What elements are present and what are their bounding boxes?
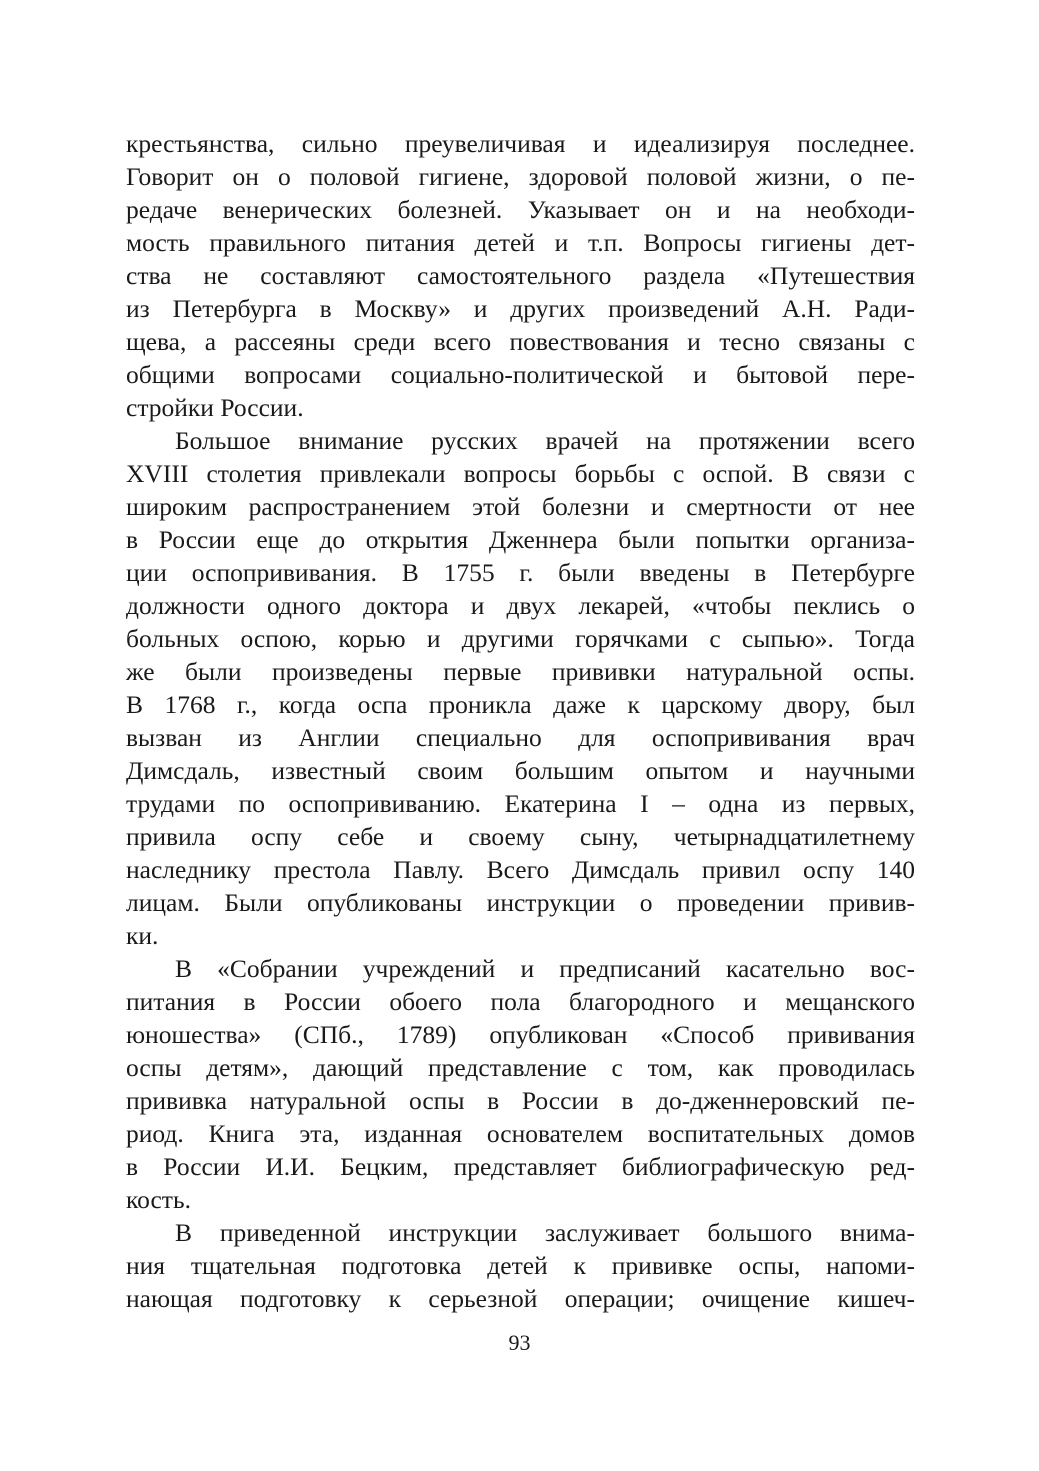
text-line: стройки России. xyxy=(126,393,304,422)
text-line: оспы детям», дающий представление с том, как проводилась xyxy=(126,1053,915,1082)
text-line: в России еще до открытия Дженнера были попытки организа- xyxy=(126,525,915,554)
text-line: В приведенной инструкции заслуживает большого внима- xyxy=(175,1218,915,1247)
text-line: должности одного доктора и двух лекарей, «чтобы пеклись о xyxy=(126,591,915,620)
text-line: В 1768 г., когда оспа проникла даже к царскому двору, был xyxy=(126,690,915,719)
text-line: трудами по оспопрививанию. Екатерина I – одна из первых, xyxy=(126,789,915,818)
page-number: 93 xyxy=(508,1330,531,1355)
text-line: ства не составляют самостоятельного раздела «Путешествия xyxy=(126,261,915,290)
text-line: прививка натуральной оспы в России в до-дженнеровский пе- xyxy=(126,1086,915,1115)
text-line: нающая подготовку к серьезной операции; очищение кишеч- xyxy=(126,1284,915,1313)
text-line: широким распространением этой болезни и смертности от нее xyxy=(126,492,915,521)
text-line: мость правильного питания детей и т.п. Вопросы гигиены дет- xyxy=(126,228,915,257)
text-line: крестьянства, сильно преувеличивая и идеализируя последнее. xyxy=(126,129,915,158)
text-line: больных оспою, корью и другими горячками с сыпью». Тогда xyxy=(126,624,915,653)
text-line: редаче венерических болезней. Указывает он и на необходи- xyxy=(126,195,915,224)
text-line: Говорит он о половой гигиене, здоровой половой жизни, о пе- xyxy=(126,162,915,191)
text-line: же были произведены первые прививки натуральной оспы. xyxy=(126,657,915,686)
text-line: риод. Книга эта, изданная основателем воспитательных домов xyxy=(126,1119,915,1148)
text-line: ки. xyxy=(126,921,159,950)
text-line: Димсдаль, известный своим большим опытом и научными xyxy=(126,756,915,785)
text-line: общими вопросами социально-политической и бытовой пере- xyxy=(126,360,915,389)
body-text xyxy=(126,127,915,1315)
text-line: в России И.И. Бецким, представляет библиографическую ред- xyxy=(126,1152,915,1181)
text-line: Большое внимание русских врачей на протяжении всего xyxy=(175,426,915,455)
text-line: наследнику престола Павлу. Всего Димсдаль привил оспу 140 xyxy=(126,855,915,884)
text-line: лицам. Были опубликованы инструкции о проведении привив- xyxy=(126,888,915,917)
text-line: В «Собрании учреждений и предписаний касательно вос- xyxy=(175,954,915,983)
text-line: вызван из Англии специально для оспопрививания врач xyxy=(126,723,915,752)
text-line: ния тщательная подготовка детей к прививке оспы, напоми- xyxy=(126,1251,915,1280)
text-line: кость. xyxy=(126,1185,191,1214)
text-line: ции оспопрививания. В 1755 г. были введены в Петербурге xyxy=(126,558,915,587)
text-line: XVIII столетия привлекали вопросы борьбы с оспой. В связи с xyxy=(126,459,915,488)
text-line: привила оспу себе и своему сыну, четырнадцатилетнему xyxy=(126,822,915,851)
text-line: щева, а рассеяны среди всего повествования и тесно связаны с xyxy=(126,327,915,356)
text-line: питания в России обоего пола благородного и мещанского xyxy=(126,987,915,1016)
text-line: из Петербурга в Москву» и других произведений А.Н. Ради- xyxy=(126,294,915,323)
text-line: юношества» (СПб., 1789) опубликован «Способ прививания xyxy=(126,1020,915,1049)
